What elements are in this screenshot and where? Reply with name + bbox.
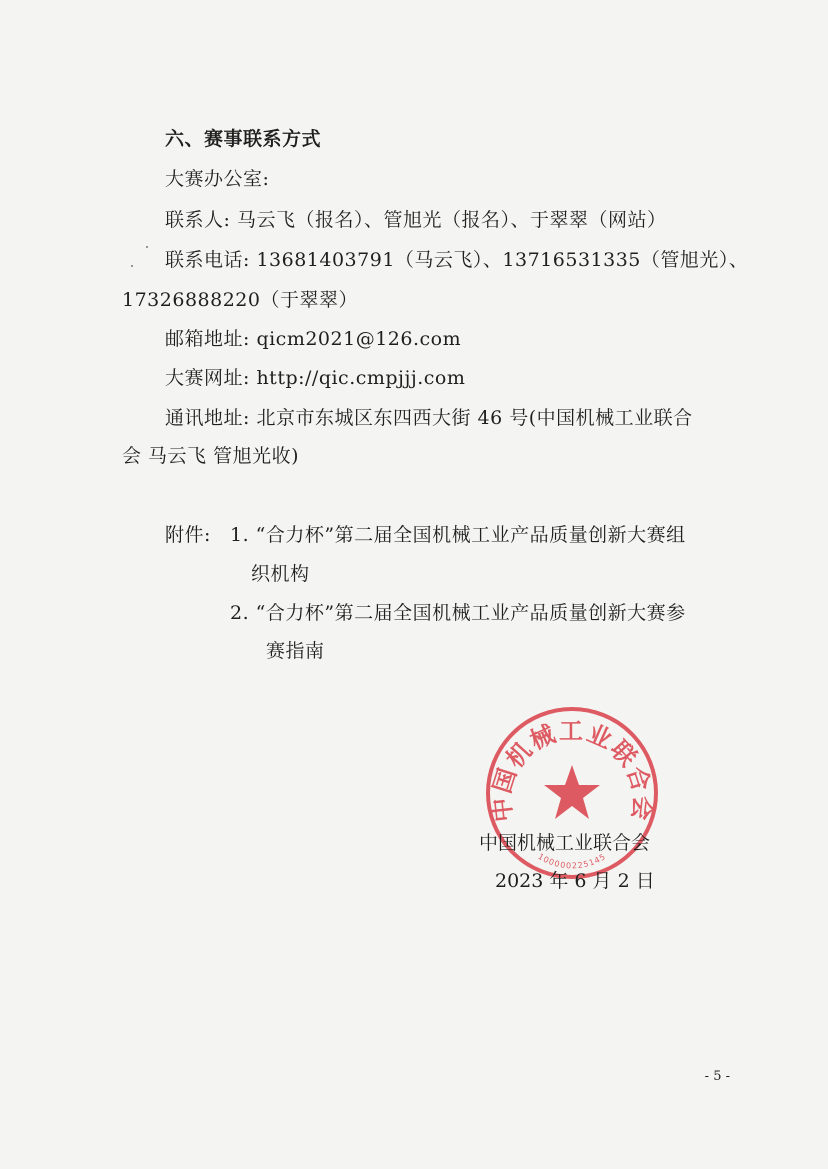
attachments-label: 附件: (165, 524, 211, 546)
signature-organization: 中国机械工业联合会 (479, 832, 651, 854)
attachment-item-2: 2. “合力杯”第二届全国机械工业产品质量创新大赛参 (230, 602, 686, 624)
office-label: 大赛办公室: (165, 168, 270, 190)
address-line-continued: 会 马云飞 管旭光收) (122, 445, 299, 467)
phone-line: 联系电话: 13681403791（马云飞）、13716531335（管旭光）、 (165, 249, 749, 271)
signature-date: 2023 年 6 月 2 日 (495, 870, 655, 892)
scan-speck (131, 265, 133, 267)
website-line: 大赛网址: http://qic.cmpjjj.com (165, 367, 466, 389)
official-seal (482, 703, 662, 883)
contacts-line: 联系人: 马云飞（报名）、管旭光（报名）、于翠翠（网站） (165, 209, 667, 231)
attachment-item-1: 1. “合力杯”第二届全国机械工业产品质量创新大赛组 (230, 524, 686, 546)
phone-line-continued: 17326888220（于翠翠） (122, 289, 358, 311)
star-icon (544, 765, 600, 819)
attachment-item-1-continued: 织机构 (251, 563, 310, 585)
seal-code: 100000225145 (536, 851, 608, 871)
page-number: - 5 - (704, 1069, 730, 1084)
section-heading: 六、赛事联系方式 (165, 128, 322, 150)
attachment-item-2-continued: 赛指南 (266, 640, 325, 662)
scan-speck (146, 246, 148, 248)
email-line: 邮箱地址: qicm2021@126.com (165, 328, 462, 350)
seal-arc-text: 中国机械工业联合会 (487, 717, 657, 824)
address-line: 通讯地址: 北京市东城区东四西大街 46 号(中国机械工业联合 (165, 407, 693, 429)
